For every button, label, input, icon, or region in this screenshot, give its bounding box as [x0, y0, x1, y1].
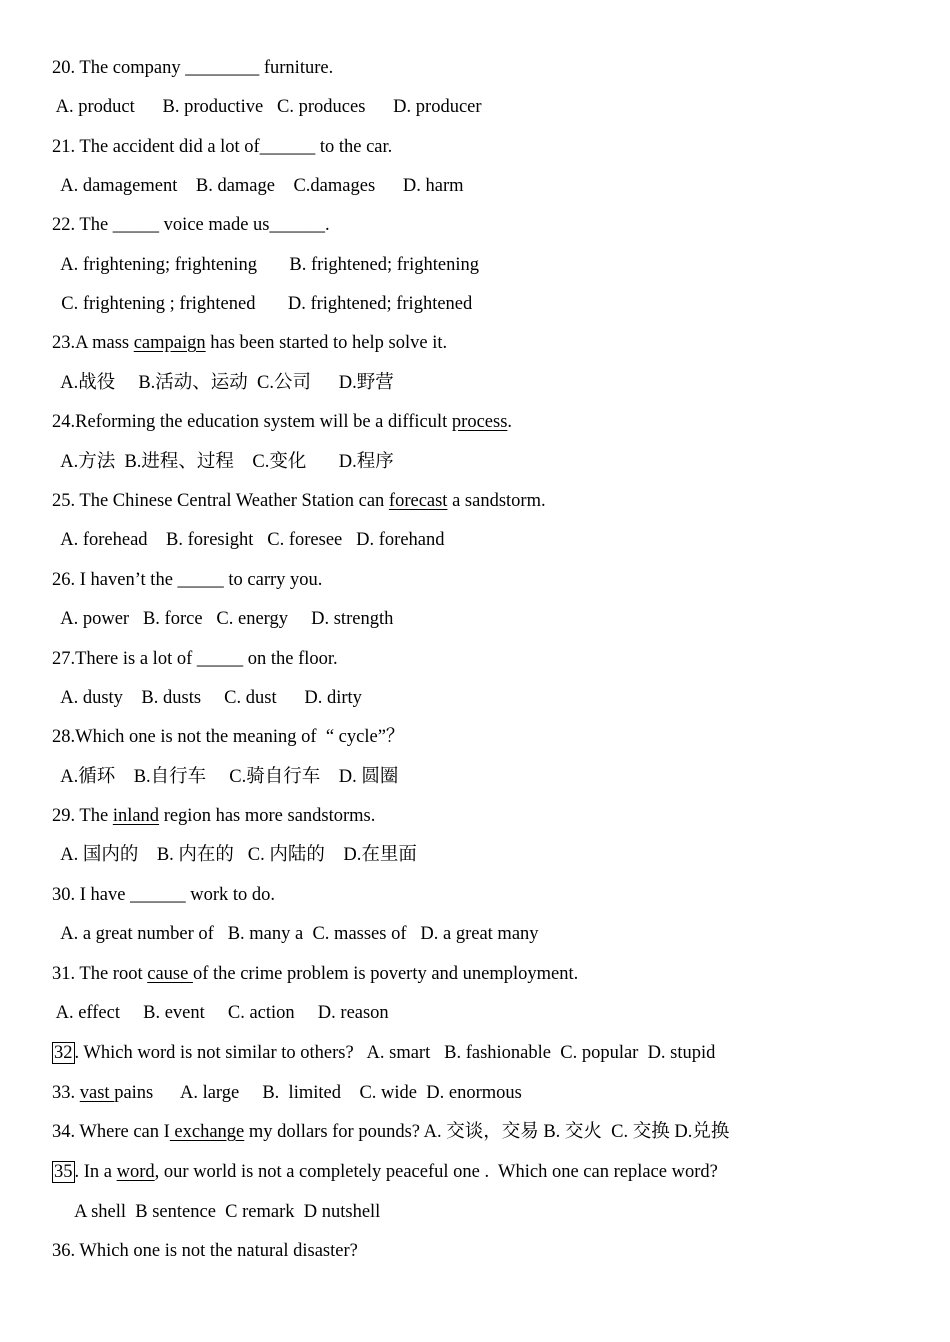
q35-options: A shell B sentence C remark D nutshell: [52, 1202, 381, 1222]
q32-number-box: 32: [54, 1043, 73, 1063]
q22-options-ab: A. frightening; frightening B. frightened; frightening: [52, 255, 479, 275]
q23-options: A.战役 B.活动、运动 C.公司 D.野营: [52, 373, 394, 393]
q24-target-word: process: [451, 412, 508, 432]
q29-target-word: inland: [112, 806, 160, 826]
q31-target-word: cause: [147, 964, 193, 984]
q31-options: A. effect B. event C. action D. reason: [52, 1003, 389, 1023]
q29-options: A. 国内的 B. 内在的 C. 内陆的 D.在里面: [52, 845, 417, 865]
q22-stem: 22. The _____ voice made us______.: [52, 215, 330, 235]
q21-options: A. damagement B. damage C.damages D. harm: [52, 176, 464, 196]
q27-options: A. dusty B. dusts C. dust D. dirty: [52, 688, 362, 708]
q36-stem: 36. Which one is not the natural disaster?: [52, 1241, 358, 1261]
q25-target-word: forecast: [388, 491, 448, 511]
q26-stem: 26. I haven’t the _____ to carry you.: [52, 570, 323, 590]
q22-options-cd: C. frightening ; frightened D. frightened; frightened: [52, 294, 473, 314]
q26-options: A. power B. force C. energy D. strength: [52, 609, 394, 629]
q30-options: A. a great number of B. many a C. masses of D. a great many: [52, 924, 539, 944]
q25-stem: 25. The Chinese Central Weather Station can forecast a sandstorm.: [52, 491, 546, 511]
q31-stem: 31. The root cause of the crime problem is poverty and unemployment.: [52, 964, 579, 984]
q34-target-word: exchange: [169, 1122, 245, 1142]
q35-target-word: word: [116, 1162, 155, 1182]
q34-line: 34. Where can I exchange my dollars for pounds? A. 交谈，交易 B. 交火 C. 交换 D.兑换: [52, 1122, 730, 1142]
q20-options: A. product B. productive C. produces D. producer: [52, 97, 482, 117]
q25-options: A. forehead B. foresight C. foresee D. forehand: [52, 530, 445, 550]
q33-line: 33. vast pains A. large B. limited C. wide D. enormous: [52, 1083, 522, 1103]
q33-target-word: vast: [79, 1083, 115, 1103]
q32-line: 32 . Which word is not similar to others? A. smart B. fashionable C. popular D. stupid: [54, 1043, 716, 1063]
q20-stem: 20. The company ________ furniture.: [52, 58, 334, 78]
q24-options: A.方法 B.进程、过程 C.变化 D.程序: [52, 452, 394, 472]
q24-stem: 24.Reforming the education system will be a difficult process.: [52, 412, 513, 432]
q30-stem: 30. I have ______ work to do.: [52, 885, 275, 905]
q35-number-box: 35: [54, 1162, 73, 1182]
q35-line: 35 . In a word, our world is not a completely peaceful one . Which one can replace word?: [54, 1162, 718, 1182]
q27-stem: 27.There is a lot of _____ on the floor.: [52, 649, 338, 669]
q23-stem: 23.A mass campaign has been started to help solve it.: [52, 333, 448, 353]
q21-stem: 21. The accident did a lot of______ to the car.: [52, 137, 393, 157]
q23-target-word: campaign: [133, 333, 206, 353]
q29-stem: 29. The inland region has more sandstorms.: [52, 806, 376, 826]
q28-options: A.循环 B.自行车 C.骑自行车 D. 圆圈: [52, 767, 399, 787]
q28-stem: 28.Which one is not the meaning of “ cycle”？: [52, 727, 405, 747]
